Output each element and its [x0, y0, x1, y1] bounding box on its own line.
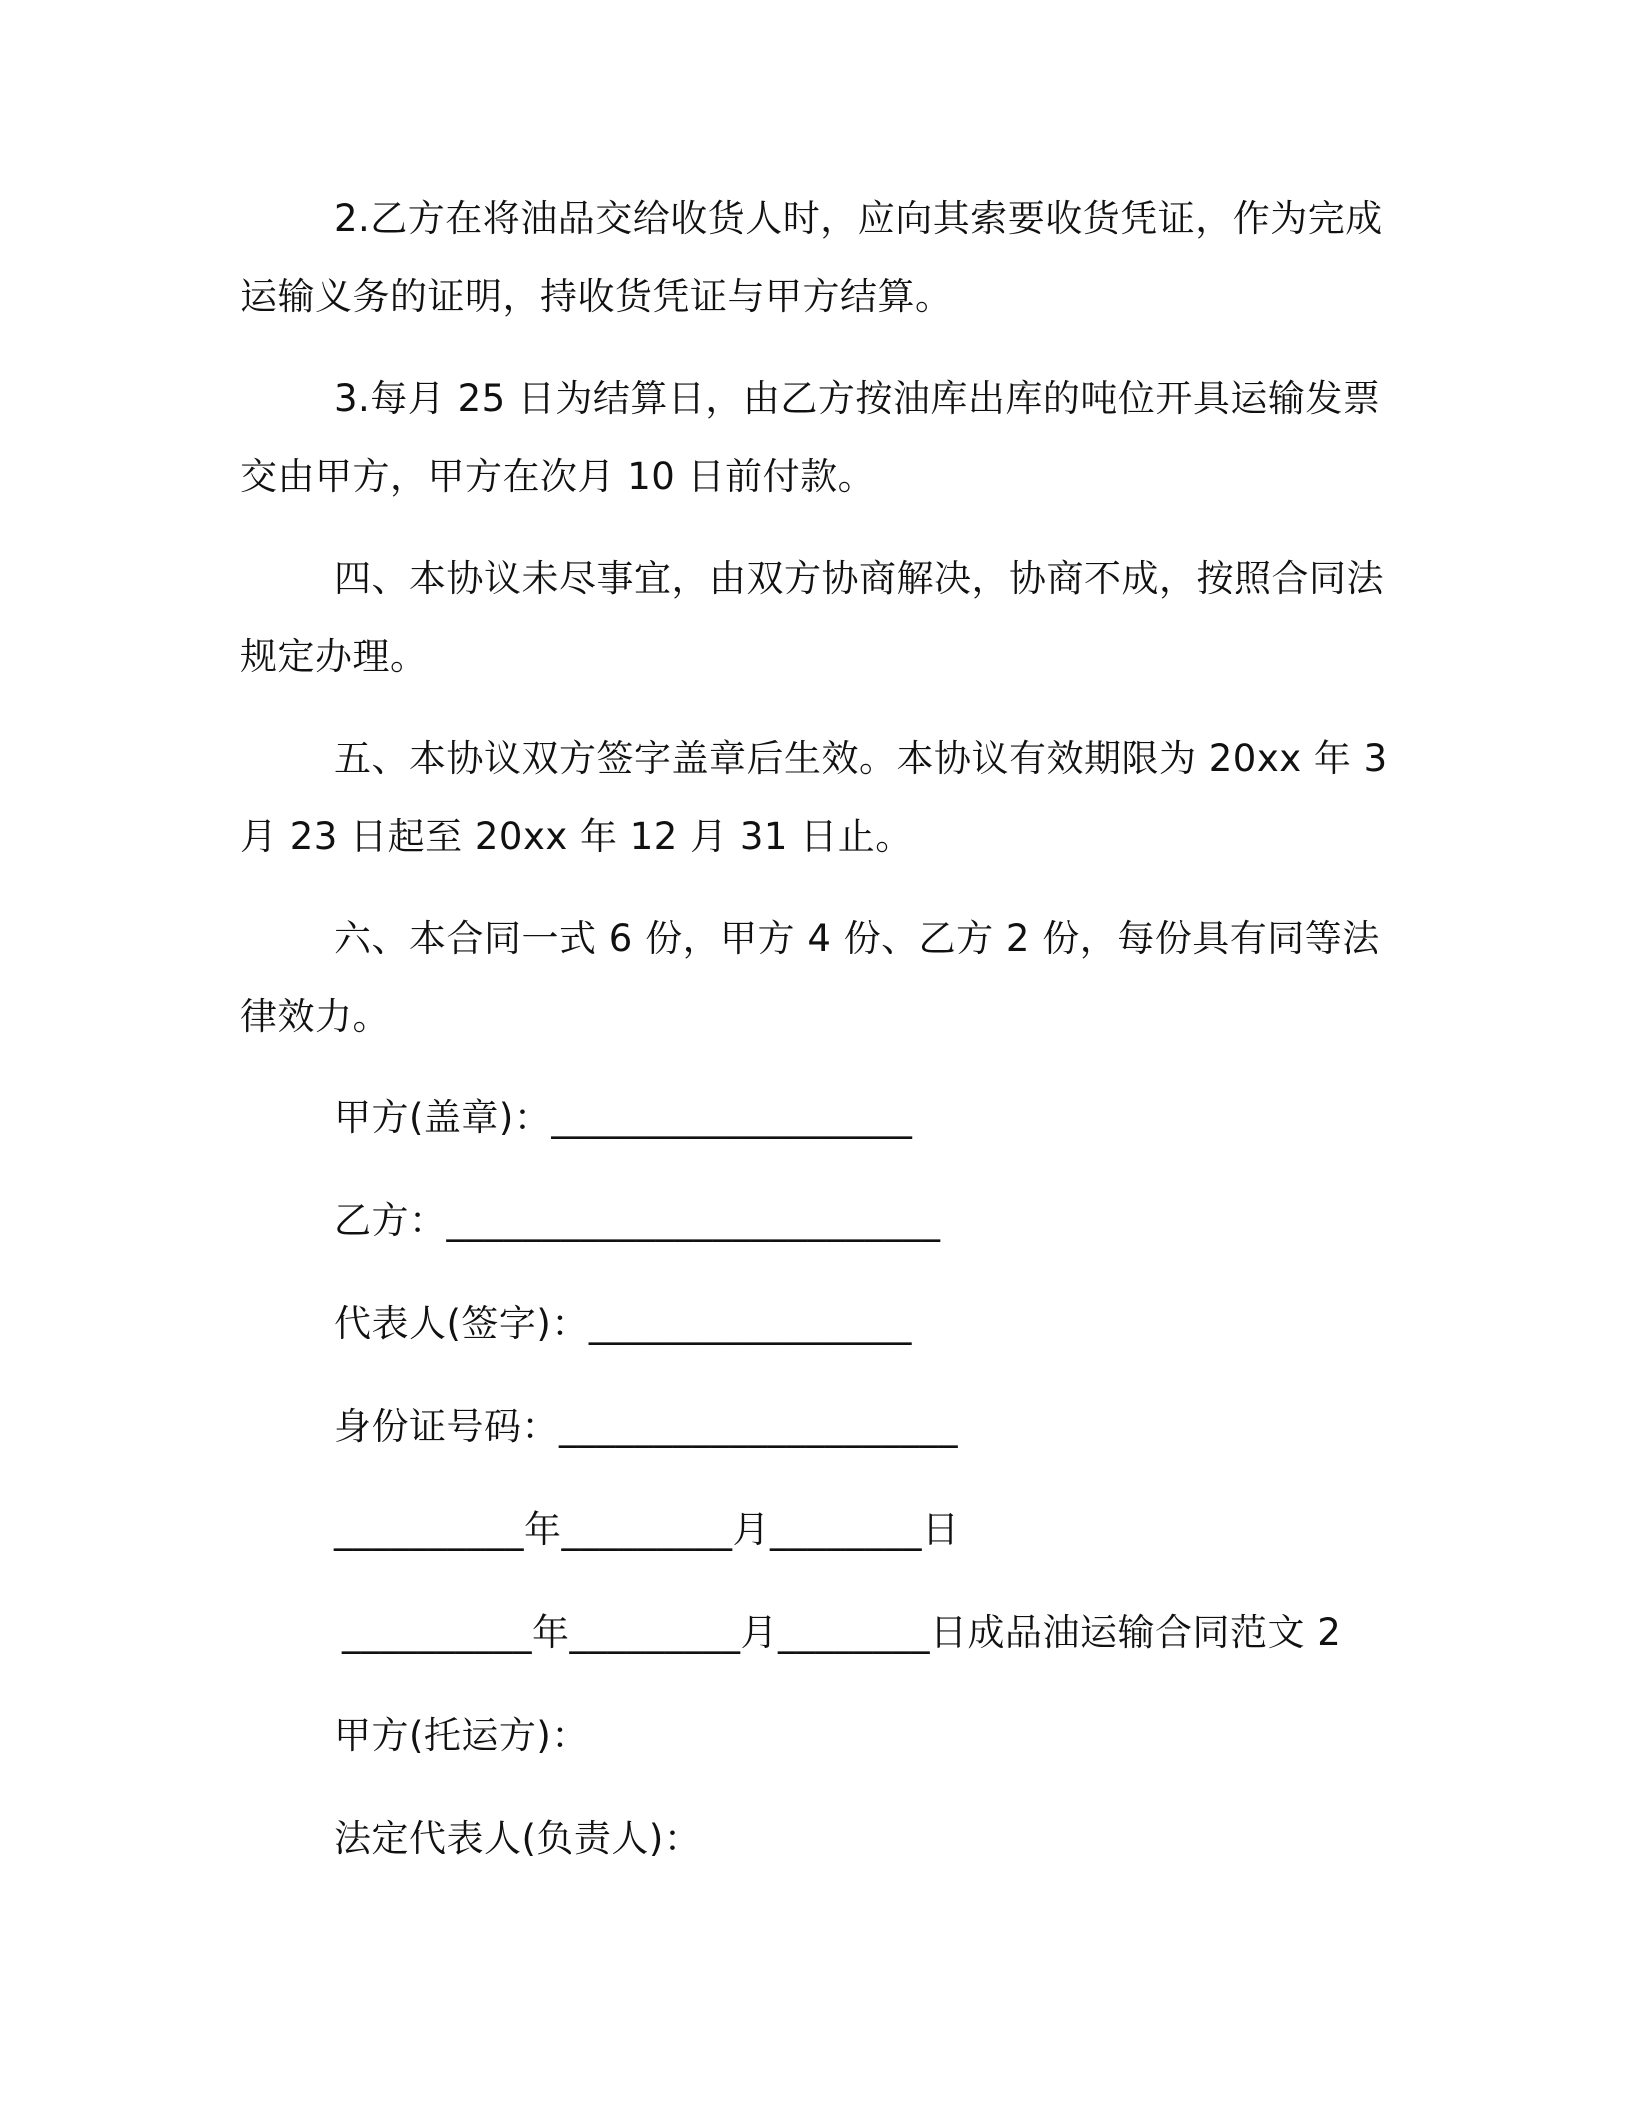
legal-representative-label: 法定代表人(负责人)： [334, 1817, 702, 1860]
shipper-label: 甲方(托运方)： [334, 1714, 589, 1757]
date-line: __________年_________月________日 [334, 1508, 960, 1551]
paragraph-settlement-day: 3.每月 25 日为结算日，由乙方按油库出库的吨位开具运输发票交由甲方，甲方在次月 10 日前付款。 [240, 377, 1381, 498]
party-a-seal-line: 甲方(盖章)：___________________ [334, 1096, 913, 1139]
paragraph-unresolved-matters: 四、本协议未尽事宜，由双方协商解决，协商不成，按照合同法规定办理。 [240, 557, 1384, 678]
party-b-line: 乙方：__________________________ [334, 1199, 941, 1242]
id-number-line: 身份证号码：_____________________ [334, 1405, 958, 1448]
date-line-with-title: __________年_________月________日成品油运输合同范文 2 [342, 1611, 1342, 1654]
paragraph-settlement-proof: 2.乙方在将油品交给收货人时，应向其索要收货凭证，作为完成运输义务的证明，持收货凭证与甲方结算。 [240, 197, 1383, 318]
representative-signature-line: 代表人(签字)：_________________ [334, 1302, 912, 1345]
paragraph-copies: 六、本合同一式 6 份，甲方 4 份、乙方 2 份，每份具有同等法律效力。 [240, 917, 1380, 1038]
paragraph-effective-period: 五、本协议双方签字盖章后生效。本协议有效期限为 20xx 年 3 月 23 日起至 20xx 年 12 月 31 日止。 [240, 737, 1388, 858]
